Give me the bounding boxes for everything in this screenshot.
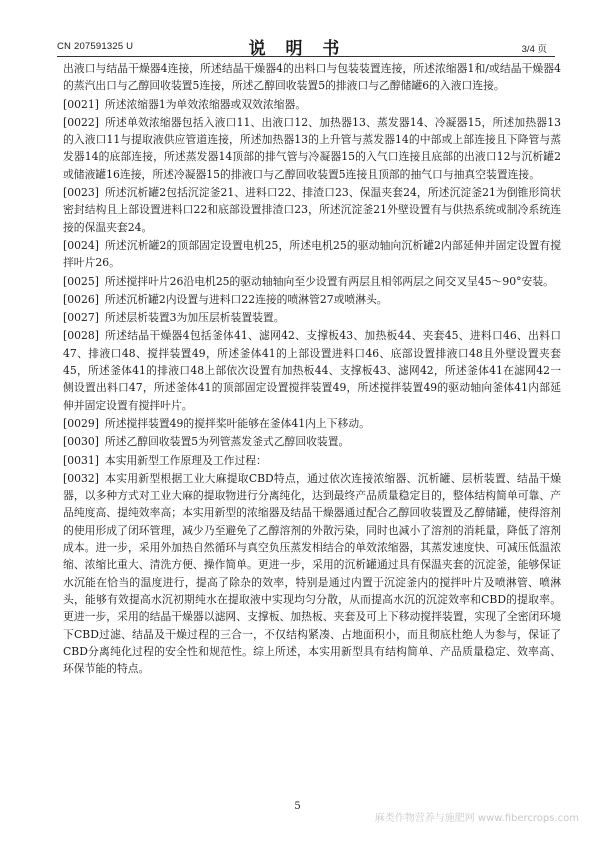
paragraph-number: [0030] <box>63 435 99 449</box>
paragraph-0024 <box>63 237 561 272</box>
paragraph-text: 所述浓缩器1为单效浓缩器或双效浓缩器。 <box>104 97 307 111</box>
paragraph-0029 <box>63 415 561 432</box>
paragraph-0023 <box>63 184 561 236</box>
paragraph-0021 <box>63 96 561 113</box>
paragraph-text: 所述搅拌叶片26沿电机25的驱动轴轴向至少设置有两层且相邻两层之间交叉呈45～90°安装。 <box>104 274 554 288</box>
paragraph-0027 <box>63 309 561 326</box>
paragraph-number: [0021] <box>63 97 99 111</box>
paragraph-number: [0022] <box>63 115 99 129</box>
paragraph-number: [0027] <box>63 311 99 325</box>
paragraph-text: 所述单效浓缩器包括入液口11、出液口12、加热器13、蒸发器14、冷凝器15，所述加热器13的入液口11与提取液供应管道连接，所述加热器13的上升管与蒸发器14的中部或上部连接且下降管与蒸发器14的底部连接，所述蒸发器14顶部的排气管与冷凝器15的入气口连接且底部的出液口12与沉析罐2或储液罐16连接，所述冷凝器15的排液口与乙醇回收装置5连接且顶部的抽气口与抽真空装置连接。 <box>63 115 561 181</box>
paragraph-number: [0024] <box>63 238 99 252</box>
paragraph-number: [0026] <box>63 292 99 306</box>
page-number: 5 <box>294 801 301 812</box>
paragraph-text: 所述层析装置3为加压层析装置装置。 <box>104 311 285 325</box>
paragraph-0025 <box>63 273 561 290</box>
header-rule <box>57 56 555 57</box>
paragraph-number: [0028] <box>63 329 99 343</box>
paragraph-number: [0023] <box>63 186 99 200</box>
paragraph-text: 所述乙醇回收装置5为列管蒸发釜式乙醇回收装置。 <box>104 435 350 449</box>
paragraph-text: 所述沉析罐2的顶部固定设置电机25，所述电机25的驱动轴向沉析罐2内部延伸并固定设置有搅拌叶片26。 <box>63 238 561 270</box>
paragraph-text: 所述结晶干燥器4包括釜体41、滤网42、支撑板43、加热板44、夹套45、进料口46、出料口47、排液口48、搅拌装置49，所述釜体41的上部设置进料口46、底部设置排液口48且外壁设置夹套45，所述釜体41的排液口48上部依次设置有加热板44、支撑板43、滤网42，所述釜体41在滤网42一侧设置出料口47，所述釜体41的顶部固定设置搅拌装置49，所述搅拌装置49的驱动轴向釜体41内部延伸并固定设置有搅拌叶片。 <box>63 329 561 412</box>
paragraph-number: [0031] <box>63 453 99 467</box>
paragraph-text: 本实用新型根据工业大麻提取CBD特点，通过依次连接浓缩器、沉析罐、层析装置、结晶干燥器，以多种方式对工业大麻的提取物进行分离纯化，达到最终产品质量稳定目的，整体结构简单可靠、产品纯度高、提纯效率高；本实用新型的浓缩器及结晶干燥器通过配合乙醇回收装置及乙醇储罐，使得溶剂的使用形成了闭环管理，减少乃至避免了乙醇溶剂的外散污染，同时也减小了溶剂的消耗量，降低了溶剂成本。进一步，采用外加热自然循环与真空负压蒸发相结合的单效浓缩器，其蒸发速度快、可减压低温浓缩、浓缩比重大、清洗方便、操作简单。更进一步，采用的沉析罐通过具有保温夹套的沉淀釜，能够保证水沉能在恰当的温度进行，提高了除杂的效率，特别是通过内置于沉淀釜内的搅拌叶片及喷淋管、喷淋头，能够有效提高水沉初期纯水在提取液中实现均匀分散，从而提高水沉的沉淀效率和CBD的提取率。更进一步，采用的结晶干燥器以滤网、支撑板、加热板、夹套及可上下移动搅拌装置，实现了全密闭环境下CBD过滤、结晶及干燥过程的三合一，不仅结构紧凑、占地面积小，而且彻底杜绝人为参与，保证了CBD分离纯化过程的安全性和规范性。综上所述，本实用新型具有结构简单、产品质量稳定、效率高、环保节能的特点。 <box>63 471 561 676</box>
paragraph-0026 <box>63 291 561 308</box>
paragraph-0028 <box>63 327 561 413</box>
paragraph-text: 所述搅拌装置49的搅拌桨叶能够在釜体41内上下移动。 <box>104 416 370 430</box>
patent-number: CN 207591325 U <box>57 41 134 52</box>
paragraph-text: 所述沉析罐2包括沉淀釜21、进料口22、排渣口23、保温夹套24，所述沉淀釜21为倒锥形筒状密封结构且上部设置进料口22和底部设置排渣口23，所述沉淀釜21外壁设置有与供热系统或制冷系统连接的保温夹套24。 <box>63 186 561 234</box>
paragraph-0032 <box>63 470 561 678</box>
paragraph-number: [0029] <box>63 416 99 430</box>
paragraph-number: [0025] <box>63 274 99 288</box>
paragraph-0031 <box>63 452 561 469</box>
paragraph-text: 所述沉析罐2内设置与进料口22连接的喷淋管27或喷淋头。 <box>104 292 388 306</box>
page-info: 3/4 页 <box>521 44 547 55</box>
paragraph-0022 <box>63 114 561 183</box>
document-body <box>63 60 561 678</box>
paragraph-text: 本实用新型工作原理及工作过程： <box>104 453 267 467</box>
continued-paragraph: 出液口与结晶干燥器4连接，所述结晶干燥器4的出料口与包装装置连接，所述浓缩器1和/或结晶干燥器4的蒸汽出口与乙醇回收装置5连接，所述乙醇回收装置5的排液口与乙醇储罐6的入液口连接。 <box>63 62 561 93</box>
page-header <box>0 0 595 60</box>
site-watermark: 麻类作物营养与施肥网 www.fibercrops.com <box>374 813 579 824</box>
paragraph-0030 <box>63 433 561 450</box>
document-title: 说 明 书 <box>248 39 347 59</box>
paragraph-number: [0032] <box>63 471 99 485</box>
